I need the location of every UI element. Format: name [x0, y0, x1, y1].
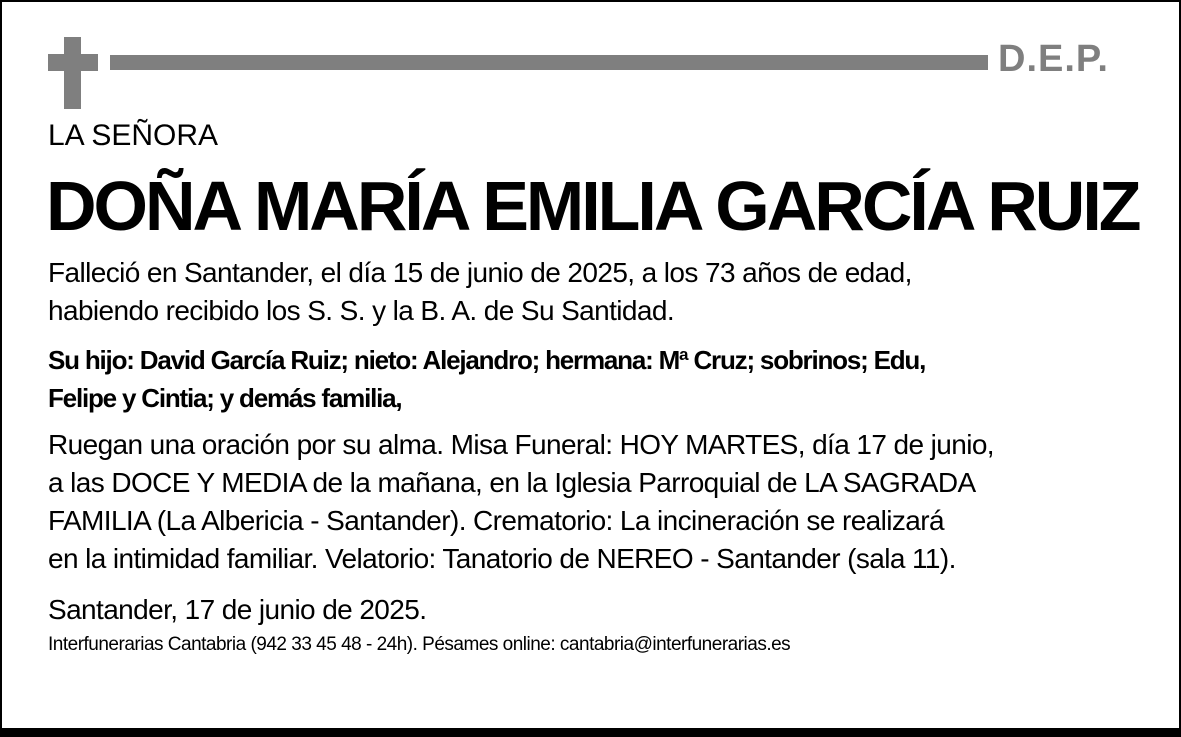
family-line: Felipe y Cintia; y demás familia, — [48, 383, 402, 413]
death-notice-line: Falleció en Santander, el día 15 de junio de 2025, a los 73 años de edad, — [48, 257, 912, 288]
dep-label: D.E.P. — [998, 38, 1109, 80]
death-notice-line: habiendo recibido los S. S. y la B. A. de Su Santidad. — [48, 295, 675, 326]
deceased-name: DOÑA MARÍA EMILIA GARCÍA RUIZ — [46, 167, 1139, 245]
service-line: en la intimidad familiar. Velatorio: Tanatorio de NEREO - Santander (sala 11). — [48, 543, 956, 574]
service-line: FAMILIA (La Albericia - Santander). Crematorio: La incineración se realizará — [48, 505, 944, 536]
family-list — [48, 341, 925, 417]
header-rule — [110, 55, 988, 70]
family-line: Su hijo: David García Ruiz; nieto: Alejandro; hermana: Mª Cruz; sobrinos; Edu, — [48, 345, 926, 375]
service-line: Ruegan una oración por su alma. Misa Funeral: HOY MARTES, día 17 de junio, — [48, 429, 994, 460]
place-date: Santander, 17 de junio de 2025. — [48, 594, 427, 625]
footer-contact: Interfunerarias Cantabria (942 33 45 48 - 24h). Pésames online: cantabria@interfunerarias.es — [48, 634, 791, 655]
service-details — [48, 426, 994, 578]
title-label: LA SEÑORA — [48, 119, 219, 152]
service-line: a las DOCE Y MEDIA de la mañana, en la Iglesia Parroquial de LA SAGRADA — [48, 467, 976, 498]
death-notice — [48, 254, 912, 330]
